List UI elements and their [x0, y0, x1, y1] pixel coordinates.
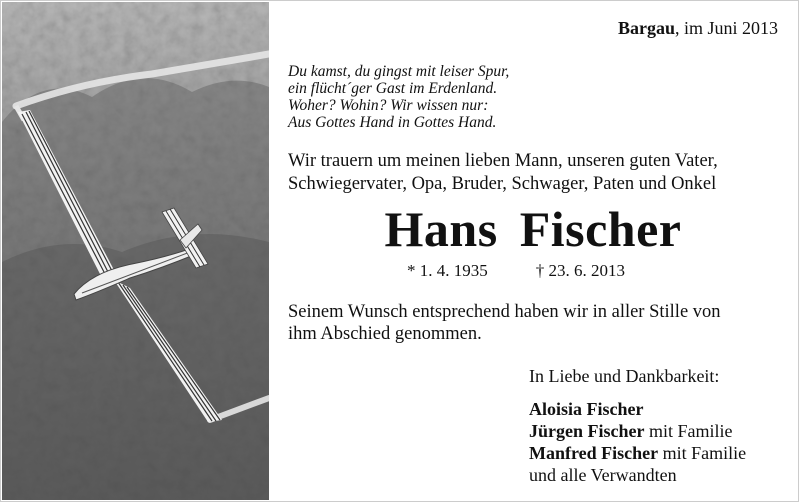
place-and-date [618, 18, 778, 39]
poem-line: Du kamst, du gingst mit leiser Spur, [288, 63, 510, 80]
last-name: Fischer [519, 201, 682, 257]
mourner-suffix: mit Familie [658, 443, 747, 463]
place: Bargau [617, 18, 675, 38]
poem-line: Woher? Wohin? Wir wissen nur: [288, 97, 489, 114]
first-name: Hans [384, 201, 498, 257]
mourner [529, 442, 746, 464]
mourner [529, 398, 746, 420]
life-dates [407, 261, 625, 281]
wish-line: Seinem Wunsch entsprechend haben wir in aller Stille von [288, 302, 721, 322]
death-date: † 23. 6. 2013 [535, 261, 625, 280]
signoff: In Liebe und Dankbarkeit: [529, 366, 720, 386]
mourner-name: Aloisia Fischer [529, 399, 644, 419]
mourners-list [529, 398, 746, 486]
mourner-suffix: und alle Verwandten [529, 465, 677, 485]
deceased-name [288, 200, 778, 258]
intro-line: Wir trauern um meinen lieben Mann, unseren guten Vater, [288, 151, 718, 171]
mourner [529, 464, 746, 486]
mourning-intro [288, 150, 718, 196]
wish-text [288, 301, 721, 345]
mourner-name: Manfred Fischer [529, 443, 659, 463]
glider-airplane-icon [2, 2, 269, 500]
glider-photo [2, 2, 269, 500]
mourner [529, 420, 746, 442]
wish-line: ihm Abschied genommen. [288, 324, 482, 344]
poem-line: ein flücht´ger Gast im Erdenland. [288, 80, 498, 97]
intro-line: Schwiegervater, Opa, Bruder, Schwager, Paten und Onkel [288, 174, 717, 194]
birth-date: * 1. 4. 1935 [407, 261, 488, 280]
mourner-name: Jürgen Fischer [529, 421, 645, 441]
poem [288, 63, 509, 131]
mourner-suffix: mit Familie [644, 421, 733, 441]
date: , im Juni 2013 [674, 18, 778, 38]
poem-line: Aus Gottes Hand in Gottes Hand. [288, 114, 497, 131]
